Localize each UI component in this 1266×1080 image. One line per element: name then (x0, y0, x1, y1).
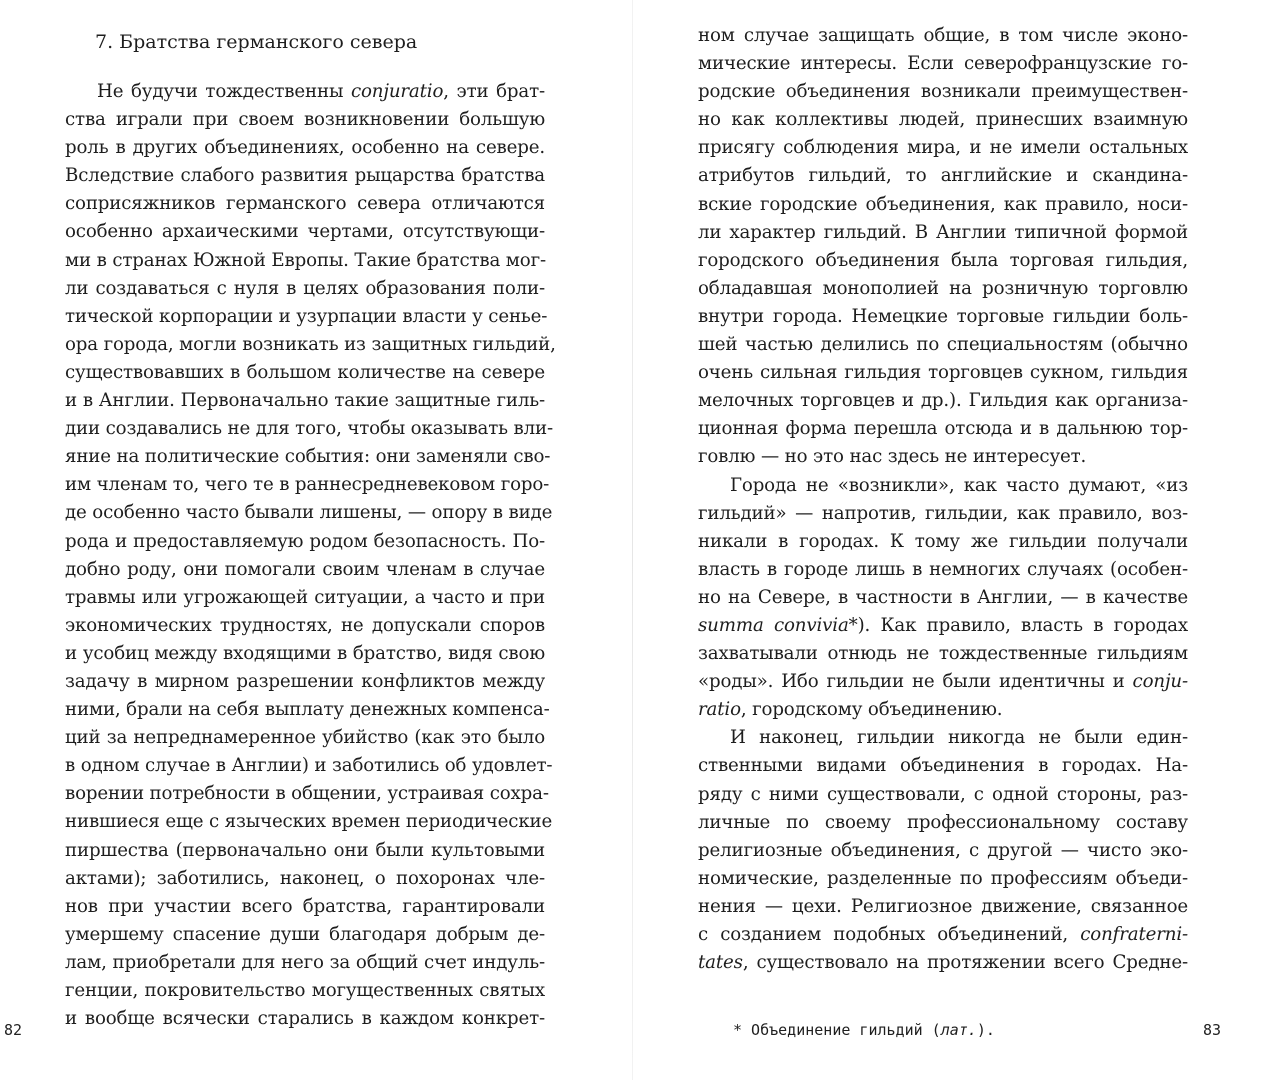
text-segment: захватывали отнюдь не тождественные гильдиям (698, 643, 1188, 665)
text-segment: религиозные объединения, с другой — чисто эко- (698, 839, 1188, 861)
text-segment: мелочных торговцев и др.). Гильдия как организа- (698, 390, 1188, 412)
text-line (698, 556, 1188, 584)
text-line (698, 162, 1188, 190)
text-segment: и вообще всячески старались в каждом конкрет- (65, 1008, 545, 1030)
text-segment: в одном случае в Англии) и заботились об удовлет- (65, 755, 553, 777)
text-line (698, 219, 1188, 247)
text-segment: Города не «возникли», как часто думают, «из (730, 474, 1188, 496)
text-line (65, 247, 545, 275)
text-segment: ли характер гильдий. В Англии типичной формой (698, 221, 1188, 243)
text-segment: «роды». Ибо гильдии не были идентичны и (698, 671, 1133, 693)
text-line (65, 584, 545, 612)
italic-term: conju- (1132, 671, 1188, 693)
text-line (698, 640, 1188, 668)
text-line (65, 499, 553, 527)
text-line (65, 696, 550, 724)
section-heading: 7. Братства германского севера (95, 31, 418, 53)
text-line (65, 808, 553, 836)
text-segment: ном случае защищать общие, в том числе эконо- (698, 25, 1188, 46)
text-line (698, 752, 1188, 780)
text-line (65, 218, 545, 246)
text-line (65, 359, 545, 387)
text-segment: никали в городах. К тому же гильдии получали (698, 530, 1188, 552)
text-segment: особенно архаическими чертами, отсутствующи- (65, 221, 545, 243)
text-segment: власть в городе лишь в немногих случаях (особен- (698, 558, 1188, 580)
text-line (65, 977, 545, 1005)
text-segment: родские объединения возникали преимуществен- (698, 81, 1188, 103)
text-line (698, 247, 1188, 275)
text-segment: но как коллективы людей, принесших взаимную (698, 109, 1188, 131)
text-line (65, 921, 545, 949)
text-segment: обладавшая монополией на розничную торговлю (698, 277, 1188, 299)
text-segment: пиршества (первоначально они были культовыми (65, 839, 545, 861)
text-line (698, 528, 1188, 556)
text-segment: городского объединения была торговая гильдия, (698, 249, 1188, 271)
text-segment: атрибутов гильдий, то английские и скандина- (698, 165, 1188, 187)
text-segment: вские городские объединения, как правило, носи- (698, 193, 1188, 215)
text-line (65, 303, 548, 331)
text-segment: , существовало на протяжении всего Средне- (742, 952, 1188, 974)
footnote-italic: лат. (940, 1021, 977, 1039)
text-segment: ства играли при своем возникновении большую (65, 109, 545, 131)
text-segment: говлю — но это нас здесь не интересует. (698, 446, 1087, 468)
text-line (65, 471, 550, 499)
text-segment: им членам то, чего те в раннесредневековом горо- (65, 474, 550, 496)
text-segment: нов при участии всего братства, гарантировали (65, 895, 545, 917)
text-line (65, 893, 545, 921)
text-segment: И наконец, гильдии никогда не были един- (730, 727, 1188, 749)
text-line (698, 668, 1188, 696)
text-line (698, 415, 1188, 443)
text-line (65, 443, 551, 471)
text-line (65, 668, 545, 696)
text-segment: яние на политические события: они заменяли сво- (65, 446, 551, 468)
text-line (65, 275, 545, 303)
text-line (65, 190, 545, 218)
text-segment: ственными видами объединения в городах. На- (698, 755, 1188, 777)
text-line (698, 781, 1188, 809)
text-segment: рода и предоставляемую родом безопасность. По- (65, 530, 545, 552)
text-line (65, 134, 545, 162)
text-segment: генции, покровительство могущественных святых (65, 980, 545, 1001)
text-segment: *). Как правило, власть в городах (848, 614, 1188, 636)
text-line (65, 78, 545, 106)
text-line (698, 893, 1188, 921)
italic-term: conjuratio (350, 81, 444, 102)
text-line (65, 415, 554, 443)
text-segment: очень сильная гильдия торговцев сукном, гильдия (698, 362, 1188, 384)
text-segment: де особенно часто бывали лишены, — опору в виде (65, 502, 553, 524)
text-line (698, 921, 1188, 949)
text-segment: Вследствие слабого развития рыцарства братства (65, 165, 545, 187)
text-segment: ора города, могли возникать из защитных гильдий, (65, 333, 556, 355)
left-body-text (65, 78, 556, 1033)
text-segment: Не будучи тождественны (97, 81, 351, 102)
text-line (65, 612, 545, 640)
text-segment: ворении потребности в общении, устраивая сохра- (65, 783, 549, 805)
text-segment: гильдий» — напротив, гильдии, как правило, воз- (698, 502, 1188, 524)
text-segment: ряду с ними существовали, с одной стороны, раз- (698, 783, 1188, 805)
text-segment: лам, приобретали для него за общий счет индуль- (65, 951, 545, 973)
text-line (698, 359, 1188, 387)
text-segment: ционная форма перешла отсюда и в дальнюю тор- (698, 418, 1188, 440)
text-line (65, 724, 545, 752)
text-segment: номические, разделенные по профессиям объеди- (698, 867, 1188, 889)
text-segment: ми в странах Южной Европы. Такие братства мог- (65, 249, 546, 271)
text-line (65, 780, 549, 808)
text-line (65, 752, 553, 780)
text-segment: умершему спасение души благодаря добрым де- (65, 923, 545, 945)
text-line (65, 949, 545, 977)
page-number-left: 82 (4, 1021, 23, 1039)
text-segment: и усобиц между входящими в братство, видя свою (65, 642, 545, 664)
text-segment: , эти брат- (443, 81, 545, 102)
text-segment: травмы или угрожающей ситуации, а часто и при (65, 586, 545, 608)
text-segment: ций за непреднамеренное убийство (как это было (65, 727, 545, 749)
text-segment: добно роду, они помогали своим членам в случае (65, 558, 545, 580)
text-segment: существовавших в большом количестве на севере (65, 361, 545, 383)
text-line (698, 22, 1188, 50)
text-line (698, 612, 1188, 640)
text-line (65, 162, 545, 190)
text-segment: соприсяжников германского севера отличаются (65, 193, 545, 215)
text-line (65, 640, 545, 668)
text-line (698, 500, 1188, 528)
text-segment: ними, брали на себя выплату денежных компенса- (65, 699, 550, 721)
text-line (698, 134, 1188, 162)
text-segment: личные по своему профессиональному составу (698, 811, 1188, 833)
text-line (698, 191, 1188, 219)
text-line (698, 443, 1188, 471)
text-line (65, 387, 545, 415)
text-segment: мические интересы. Если северофранцузские го- (698, 53, 1188, 75)
text-line (65, 106, 545, 134)
text-segment: с созданием подобных объединений, (698, 924, 1081, 945)
text-segment: тической корпорации и узурпации власти у сенье- (65, 305, 548, 327)
italic-term: confraterni- (1080, 924, 1188, 945)
right-page (633, 0, 1266, 1080)
text-line (65, 865, 545, 893)
text-line (65, 837, 545, 865)
text-line (65, 556, 545, 584)
text-line (698, 78, 1188, 106)
text-line (698, 584, 1188, 612)
text-line (698, 387, 1188, 415)
text-segment: задачу в мирном разрешении конфликтов между (65, 670, 545, 692)
text-line (65, 528, 545, 556)
text-segment: ли создаваться с нуля в целях образования поли- (65, 277, 545, 299)
text-line (698, 472, 1188, 500)
page-number-right: 83 (1203, 1021, 1222, 1039)
text-segment: экономических трудностях, не допускали споров (65, 614, 545, 636)
text-line (698, 865, 1188, 893)
text-line (698, 331, 1188, 359)
text-segment: шей частью делились по специальностям (обычно (698, 334, 1188, 356)
text-line (698, 949, 1188, 977)
text-segment: и в Англии. Первоначально такие защитные гиль- (65, 390, 545, 412)
italic-term: tates (698, 952, 743, 974)
text-segment: но на Севере, в частности в Англии, — в качестве (698, 586, 1188, 608)
text-line (698, 809, 1188, 837)
text-segment: , городскому объединению. (740, 699, 1003, 721)
text-segment: присягу соблюдения мира, и не имели остальных (698, 137, 1188, 159)
text-line (698, 724, 1188, 752)
text-segment: роль в других объединениях, особенно на севере. (65, 137, 545, 159)
text-line (698, 275, 1188, 303)
text-line (698, 106, 1188, 134)
text-line (698, 50, 1188, 78)
text-segment: нившиеся еще с языческих времен периодические (65, 811, 553, 833)
text-segment: внутри города. Немецкие торговые гильдии боль- (698, 305, 1188, 327)
italic-term: ratio (698, 699, 741, 721)
italic-term: summa convivia (698, 614, 849, 636)
footnote: * Объединение гильдий (лат.). (733, 1021, 995, 1039)
text-line (698, 303, 1188, 331)
text-line (698, 837, 1188, 865)
text-segment: нения — цехи. Религиозное движение, связанное (698, 895, 1188, 917)
text-segment: актами); заботились, наконец, о похоронах чле- (65, 867, 545, 889)
text-line (65, 331, 556, 359)
text-line (65, 1005, 545, 1033)
text-segment: дии создавались не для того, чтобы оказывать вли- (65, 418, 554, 440)
right-body-text (698, 22, 1188, 977)
text-line (698, 696, 1188, 724)
